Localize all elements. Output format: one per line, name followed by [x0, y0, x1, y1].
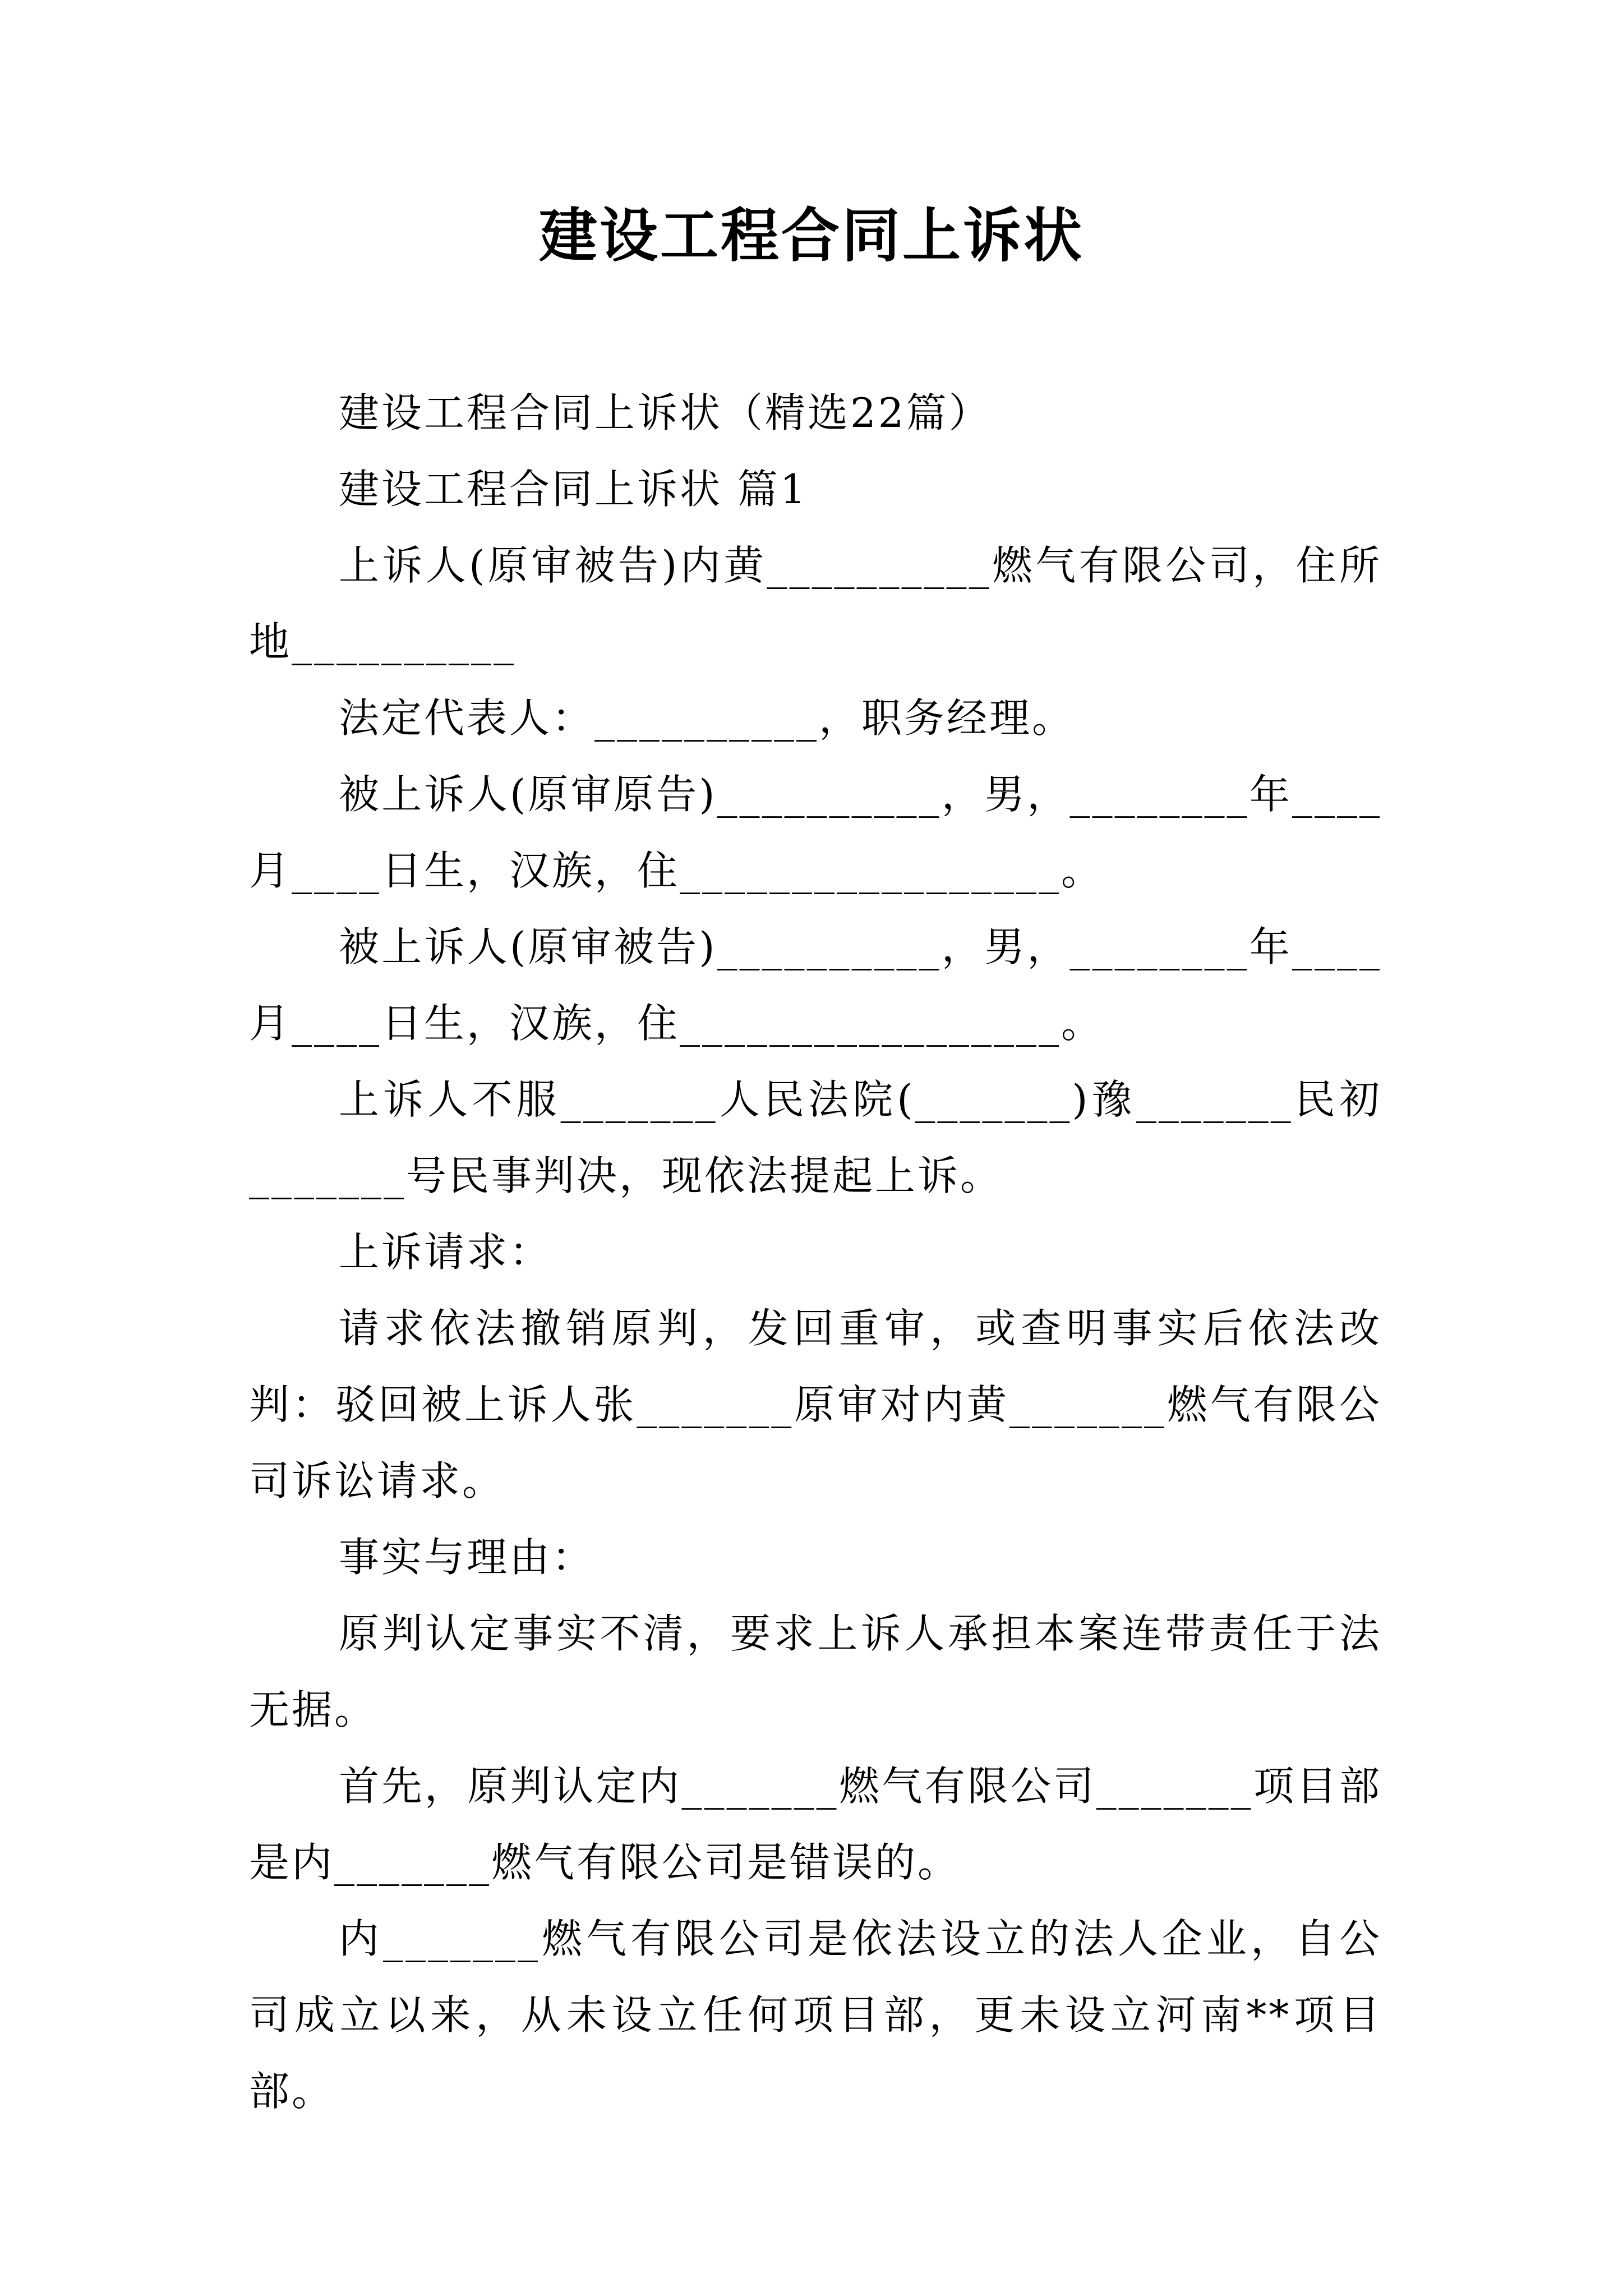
- document-body: [249, 375, 1382, 2129]
- paragraph-first-point: 首先，原判认定内_______燃气有限公司_______项目部是内_______燃气有限公司是错误的。: [249, 1763, 1382, 1886]
- paragraph-facts-heading: 事实与理由：: [339, 1534, 595, 1581]
- paragraph-legal-representative: 法定代表人：__________，职务经理。: [339, 694, 1075, 742]
- paragraph-appellant: 上诉人(原审被告)内黄__________燃气有限公司，住所地__________: [249, 542, 1382, 665]
- paragraph-appeal-requests: 请求依法撤销原判，发回重审，或查明事实后依法改判：驳回被上诉人张_______原审对内黄_______燃气有限公司诉讼请求。: [249, 1305, 1382, 1504]
- paragraph-appellee-plaintiff: 被上诉人(原审原告)__________，男，________年____月____日生，汉族，住_________________。: [249, 771, 1382, 894]
- document-title: 建设工程合同上诉状: [538, 201, 1084, 270]
- paragraph-company-statement: 内_______燃气有限公司是依法设立的法人企业，自公司成立以来，从未设立任何项目部，更未设立河南**项目部。: [249, 1915, 1382, 2115]
- paragraph-collection-title: 建设工程合同上诉状（精选22篇）: [339, 389, 992, 436]
- paragraph-section-heading: 建设工程合同上诉状 篇1: [339, 466, 808, 513]
- paragraph-appellee-defendant: 被上诉人(原审被告)__________，男，________年____月____日生，汉族，住_________________。: [249, 923, 1382, 1047]
- paragraph-facts-summary: 原判认定事实不清，要求上诉人承担本案连带责任于法无据。: [249, 1610, 1382, 1733]
- paragraph-appeal-statement: 上诉人不服_______人民法院(_______)豫_______民初_______号民事判决，现依法提起上诉。: [249, 1076, 1382, 1199]
- paragraph-appeal-requests-heading: 上诉请求：: [339, 1228, 552, 1276]
